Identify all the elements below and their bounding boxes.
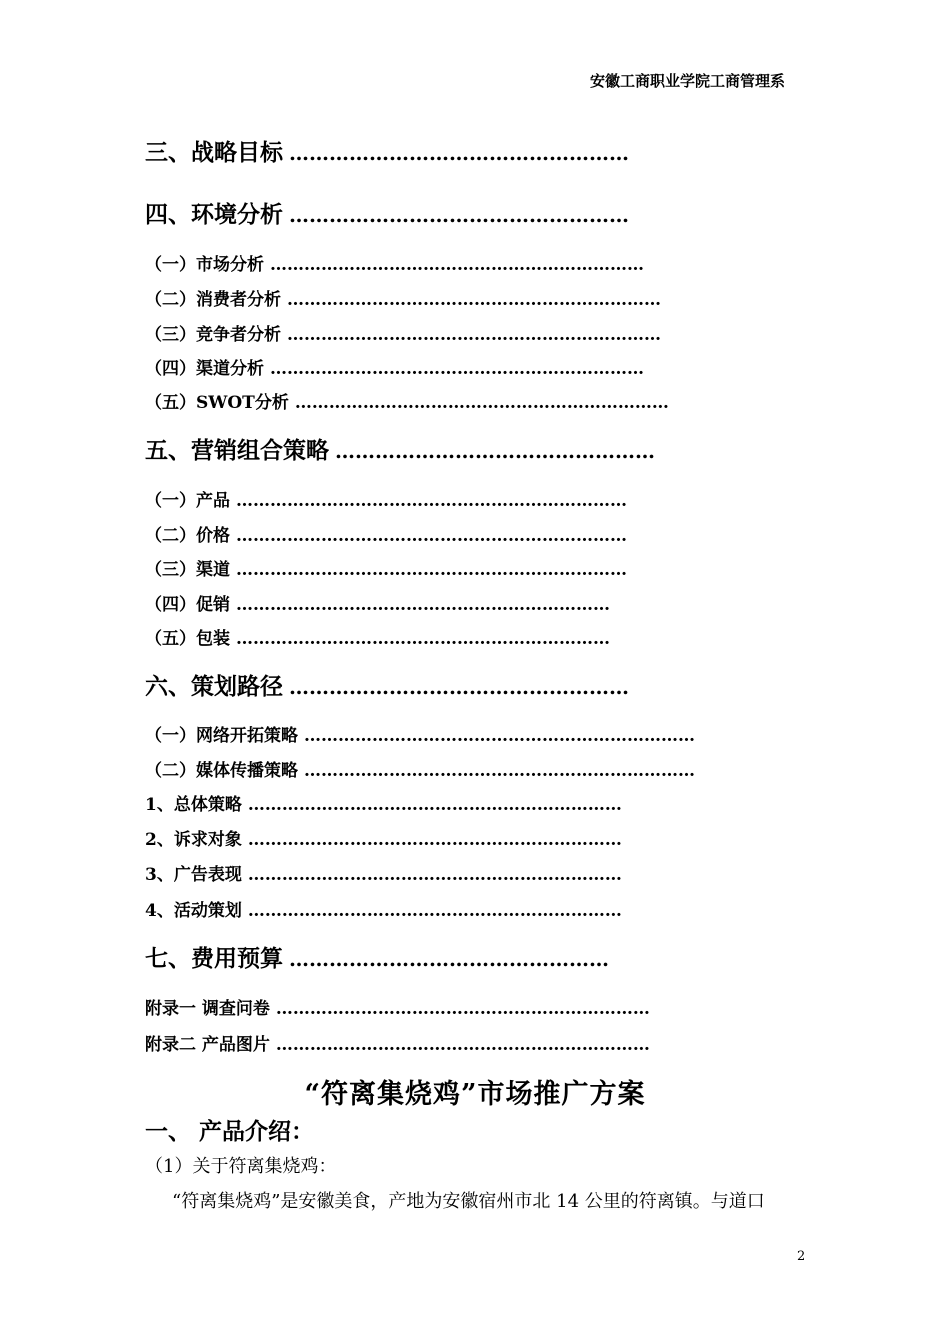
toc-entry[interactable] xyxy=(145,624,610,649)
document-title: “符离集烧鸡”市场推广方案 xyxy=(304,1079,646,1110)
toc-entry-text: 附录一 调查问卷 xyxy=(145,999,270,1019)
toc-entry-text: 4、活动策划 xyxy=(145,901,242,921)
subsection-heading: （1）关于符离集烧鸡： xyxy=(145,1156,337,1177)
toc-leader-dots: …………………………………………………………… xyxy=(304,761,695,781)
toc-entry-text: （五）包装 xyxy=(145,629,230,649)
toc-entry-text: 七、费用预算 xyxy=(145,945,283,972)
toc-leader-dots: …………………………………………………………… xyxy=(236,526,627,546)
toc-entry[interactable] xyxy=(145,994,650,1019)
toc-leader-dots: …………………………………………………………… xyxy=(304,726,695,746)
toc-entry[interactable] xyxy=(145,320,661,345)
toc-leader-dots: ………………………………………… xyxy=(335,439,655,463)
toc-entry[interactable] xyxy=(145,896,622,921)
toc-leader-dots: ………………………………………………………… xyxy=(247,795,622,815)
toc-entry[interactable] xyxy=(145,555,627,580)
toc-leader-dots: …………………………………………… xyxy=(289,141,629,165)
toc-entry[interactable] xyxy=(145,940,609,973)
toc-leader-dots: ………………………………………………………… xyxy=(294,393,669,413)
toc-leader-dots: …………………………………………… xyxy=(289,675,629,699)
toc-entry-text: （一）网络开拓策略 xyxy=(145,726,298,746)
toc-entry[interactable] xyxy=(145,790,622,815)
toc-entry[interactable] xyxy=(145,354,644,379)
toc-entry[interactable] xyxy=(145,756,695,781)
toc-entry-text: （二）价格 xyxy=(145,526,230,546)
toc-entry-text: 四、环境分析 xyxy=(145,201,283,228)
toc-entry[interactable] xyxy=(145,285,661,310)
toc-entry-text: （四）渠道分析 xyxy=(145,359,264,379)
toc-entry[interactable] xyxy=(145,388,669,413)
toc-entry[interactable] xyxy=(145,196,629,229)
toc-entry-text: （五）SWOT分析 xyxy=(145,393,289,413)
toc-leader-dots: ………………………………………… xyxy=(289,947,609,971)
toc-leader-dots: ………………………………………………………… xyxy=(247,865,622,885)
toc-entry[interactable] xyxy=(145,250,644,275)
body-paragraph: “符离集烧鸡”是安徽美食，产地为安徽宿州市北 14 公里的符离镇。与道口 xyxy=(172,1191,765,1212)
toc-entry-text: 1、总体策略 xyxy=(145,795,242,815)
toc-leader-dots: ………………………………………………………… xyxy=(236,595,610,615)
toc-entry[interactable] xyxy=(145,590,610,615)
toc-leader-dots: ………………………………………………………… xyxy=(247,901,622,921)
toc-leader-dots: …………………………………………………………… xyxy=(236,560,627,580)
toc-leader-dots: ………………………………………………………… xyxy=(275,999,650,1019)
toc-entry[interactable] xyxy=(145,860,622,885)
toc-entry[interactable] xyxy=(145,825,622,850)
toc-leader-dots: ………………………………………………………… xyxy=(287,290,661,310)
toc-entry-text: （三）竞争者分析 xyxy=(145,325,281,345)
toc-entry-text: 三、战略目标 xyxy=(145,139,283,166)
toc-leader-dots: ………………………………………………………… xyxy=(287,325,661,345)
toc-entry-text: （四）促销 xyxy=(145,595,230,615)
toc-leader-dots: ………………………………………………………… xyxy=(270,255,644,275)
toc-entry-text: 2、诉求对象 xyxy=(145,830,242,850)
toc-leader-dots: ………………………………………………………… xyxy=(275,1035,650,1055)
toc-entry-text: 六、策划路径 xyxy=(145,673,283,700)
section-heading: 一、 产品介绍： xyxy=(145,1118,315,1145)
toc-leader-dots: …………………………………………… xyxy=(289,203,629,227)
page-header: 安徽工商职业学院工商管理系 xyxy=(590,72,786,90)
toc-entry[interactable] xyxy=(145,134,629,167)
toc-entry[interactable] xyxy=(145,721,695,746)
toc-entry[interactable] xyxy=(145,521,627,546)
page-number: 2 xyxy=(797,1249,806,1264)
toc-entry-text: （二）媒体传播策略 xyxy=(145,761,298,781)
toc-entry-text: （一）市场分析 xyxy=(145,255,264,275)
toc-entry-text: 附录二 产品图片 xyxy=(145,1035,270,1055)
toc-entry[interactable] xyxy=(145,1030,650,1055)
toc-entry[interactable] xyxy=(145,432,655,465)
toc-entry-text: 五、营销组合策略 xyxy=(145,437,329,464)
toc-entry-text: 3、广告表现 xyxy=(145,865,242,885)
toc-entry-text: （二）消费者分析 xyxy=(145,290,281,310)
toc-leader-dots: ………………………………………………………… xyxy=(236,629,610,649)
toc-entry[interactable] xyxy=(145,668,629,701)
toc-entry[interactable] xyxy=(145,486,627,511)
toc-entry-text: （三）渠道 xyxy=(145,560,230,580)
toc-leader-dots: ………………………………………………………… xyxy=(247,830,622,850)
toc-entry-text: （一）产品 xyxy=(145,491,230,511)
toc-leader-dots: ………………………………………………………… xyxy=(270,359,644,379)
toc-leader-dots: …………………………………………………………… xyxy=(236,491,627,511)
